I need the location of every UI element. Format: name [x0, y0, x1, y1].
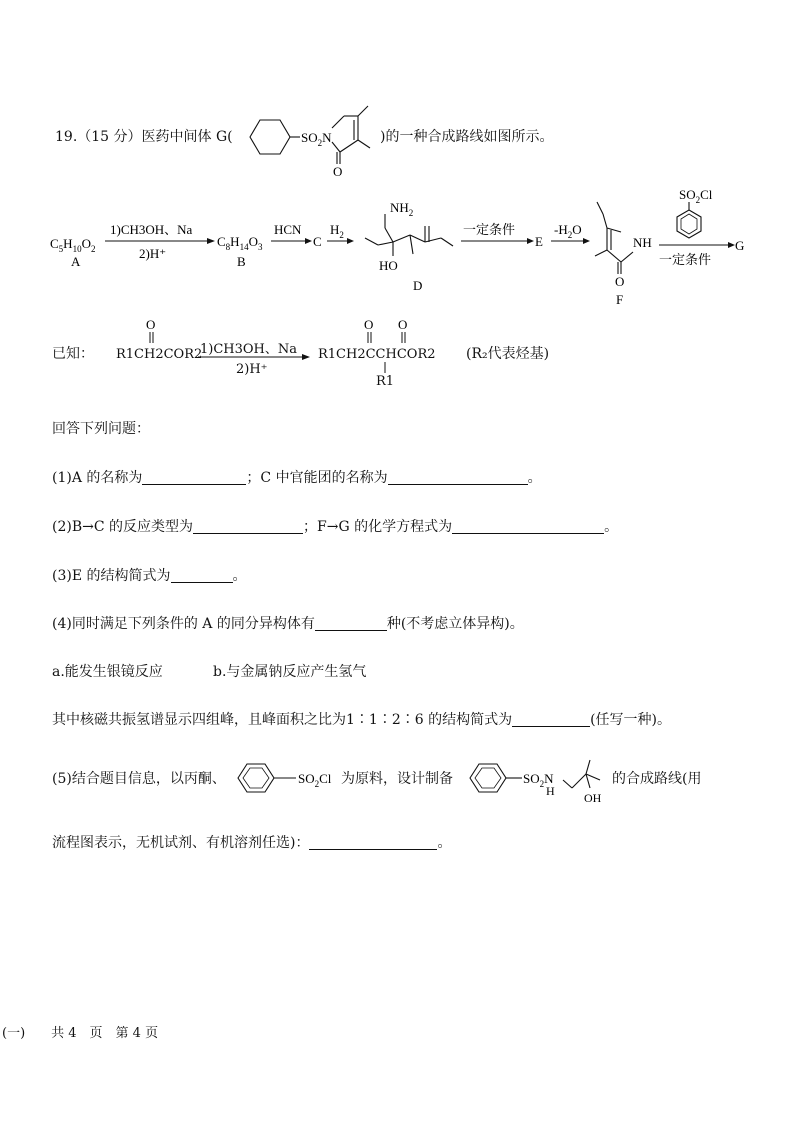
structure-f — [595, 202, 652, 307]
q3: (3)E 的结构简式为 。 — [52, 568, 247, 584]
c-label: C — [313, 234, 322, 249]
q4-blank[interactable] — [315, 616, 387, 631]
q5-text-c: 的合成路线(用 — [612, 771, 702, 787]
a-label: A — [71, 254, 81, 269]
q1-blank-a[interactable] — [142, 470, 246, 485]
g-label: G — [735, 238, 745, 253]
known-conditions-bottom: 2)H⁺ — [236, 362, 268, 377]
svg-text:HO: HO — [379, 258, 398, 273]
q2-blank-a[interactable] — [193, 519, 303, 534]
step6-condition: 一定条件 — [659, 252, 712, 267]
step2-reagent: HCN — [274, 222, 302, 237]
step6-reagent-structure — [677, 190, 713, 238]
b-formula: $C_8H_{14}O_3$ — [217, 234, 263, 252]
svg-text:SO2N: $SO_2N$ — [523, 771, 554, 789]
step1-top: 1)CH3OH、Na — [110, 222, 193, 237]
nmr-blank[interactable] — [512, 712, 590, 727]
g-so2-label: $SO_2N$ — [301, 130, 332, 148]
structure-g — [240, 98, 380, 178]
e-label: E — [535, 234, 543, 249]
svg-text:O: O — [146, 317, 156, 332]
step4-condition: 一定条件 — [463, 222, 516, 237]
g-o-label: O — [333, 164, 343, 178]
known-product-sub: R1 — [376, 374, 395, 389]
f-label: F — [616, 292, 624, 307]
synthesis-route — [45, 190, 765, 320]
q4: (4)同时满足下列条件的 A 的同分异构体有 种(不考虑立体异构)。 — [52, 616, 524, 632]
q5-line2: 流程图表示，无机试剂、有机溶剂任选)： 。 — [52, 835, 452, 851]
step3-reagent: $H_2$ — [330, 222, 344, 240]
known-prefix: 已知： — [52, 346, 94, 362]
known-arrow — [196, 352, 314, 362]
svg-text:NH: NH — [633, 235, 652, 250]
known-carbonyl-1 — [140, 315, 170, 345]
question-intro-end: )的一种合成路线如图所示。 — [380, 129, 554, 145]
conditions-b: b.与金属钠反应产生氢气 — [213, 664, 367, 680]
q2: (2)B→C 的反应类型为 ；F→G 的化学方程式为 。 — [52, 519, 619, 535]
svg-text:OH: OH — [584, 791, 602, 805]
structure-d — [365, 200, 453, 293]
svg-text:O: O — [398, 317, 408, 332]
a-formula: $C_5H_{10}O_2$ — [50, 236, 96, 254]
svg-text:O: O — [615, 274, 625, 289]
step1-bottom: 2)H⁺ — [139, 246, 167, 261]
q5-target-structure — [466, 752, 616, 806]
b-label: B — [237, 254, 246, 269]
question-header — [55, 128, 233, 146]
d-label: D — [413, 278, 423, 293]
q2-blank-b[interactable] — [452, 519, 604, 534]
known-reactant: R1CH2COR2 — [116, 347, 203, 362]
question-number: 19. — [55, 129, 78, 145]
svg-text:SO2Cl: $SO_2Cl$ — [298, 771, 332, 789]
question-score: （15 分） — [77, 129, 142, 145]
q1-blank-b[interactable] — [388, 470, 528, 485]
q5-blank[interactable] — [309, 835, 437, 850]
known-product: R1CH2CCHCOR2 — [318, 347, 436, 362]
step5-condition: $-H_2O$ — [554, 222, 582, 240]
svg-text:H: H — [546, 784, 555, 798]
q5-text-b: 为原料，设计制备 — [341, 771, 453, 787]
q5-text-a: (5)结合题目信息，以丙酮、 — [52, 771, 226, 787]
nmr-line: 其中核磁共振氢谱显示四组峰，且峰面积之比为1∶1∶2∶6 的结构简式为 (任写一种)。 — [52, 712, 672, 728]
known-note: (R₂代表烃基) — [466, 346, 550, 362]
q5-reagent-structure — [234, 756, 344, 800]
q1: (1)A 的名称为 ；C 中官能团的名称为 。 — [52, 470, 542, 486]
known-conditions-top: 1)CH3OH、Na — [200, 342, 298, 357]
svg-text:NH2: $NH_2$ — [390, 200, 414, 218]
page-footer: (一) 共 4 页 第 4 页 — [2, 1026, 159, 1041]
q3-blank[interactable] — [171, 568, 233, 583]
question-intro: 医药中间体 G( — [141, 129, 233, 145]
svg-text:SO2Cl: $SO_2Cl$ — [679, 190, 713, 205]
conditions-a: a.能发生银镜反应 — [52, 664, 163, 680]
known-carbonyl-2 — [358, 315, 418, 345]
known-product-bond — [380, 362, 390, 374]
svg-text:O: O — [364, 317, 374, 332]
prompt: 回答下列问题： — [52, 421, 150, 437]
